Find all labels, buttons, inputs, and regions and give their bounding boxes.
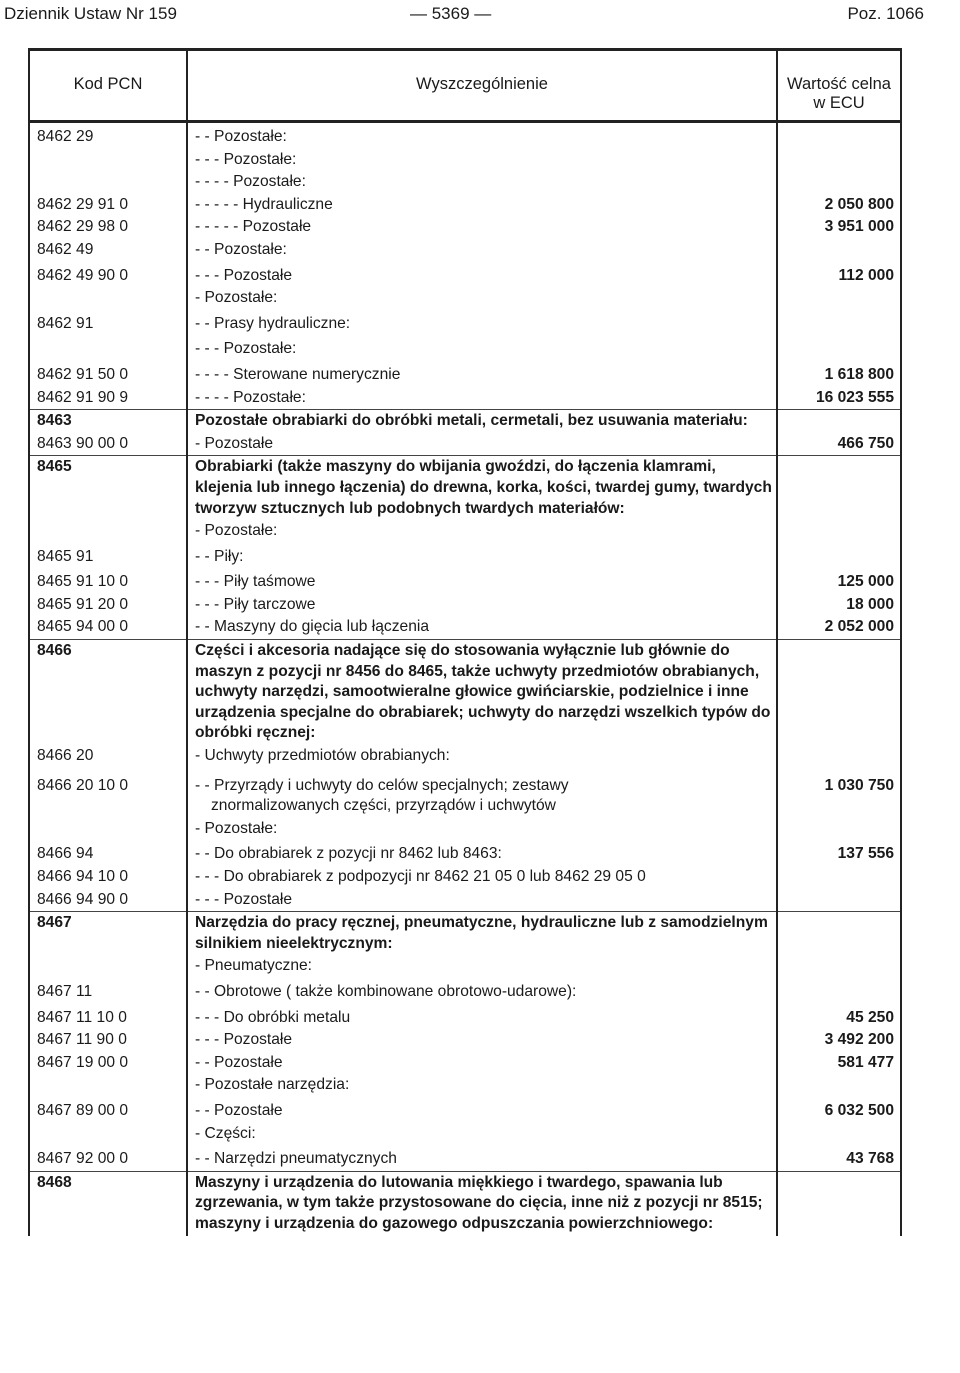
code-cell: 8466 94 90 0	[29, 889, 187, 912]
description-cell: - - Prasy hydrauliczne:	[187, 310, 777, 336]
code-cell: 8465	[29, 456, 187, 520]
value-cell	[777, 543, 901, 569]
code-cell: 8462 91 50 0	[29, 361, 187, 387]
description-cell: - - Maszyny do gięcia lub łączenia	[187, 616, 777, 639]
value-cell	[777, 866, 901, 889]
description-cell: - - - - - Hydrauliczne	[187, 194, 777, 217]
table-row	[29, 1145, 901, 1171]
value-cell	[777, 287, 901, 310]
description-cell: Maszyny i urządzenia do lutowania miękkiego i twardego, spawania lub zgrzewania, w tym także przystosowane do cięcia, inne niż z pozycji nr 8515; maszyny i urządzenia do gazowego odpuszczania powierzchniowego:	[187, 1171, 777, 1235]
value-cell: 3 492 200	[777, 1029, 901, 1052]
value-cell: 137 556	[777, 840, 901, 866]
code-cell	[29, 1074, 187, 1097]
value-cell	[777, 122, 901, 149]
description-cell: - Części:	[187, 1123, 777, 1146]
value-cell	[777, 456, 901, 520]
table-row	[29, 520, 901, 543]
value-cell: 1 618 800	[777, 361, 901, 387]
column-header-value: Wartość celna w ECU	[777, 50, 901, 122]
table-row	[29, 568, 901, 594]
description-cell: - - - - - Pozostałe	[187, 216, 777, 239]
value-cell	[777, 1123, 901, 1146]
value-cell: 43 768	[777, 1145, 901, 1171]
table-row	[29, 1171, 901, 1235]
table-row	[29, 361, 901, 387]
table-row	[29, 1123, 901, 1146]
value-cell: 581 477	[777, 1052, 901, 1075]
value-cell	[777, 889, 901, 912]
table-row	[29, 149, 901, 172]
table-row	[29, 335, 901, 361]
code-cell: 8467 92 00 0	[29, 1145, 187, 1171]
value-cell	[777, 978, 901, 1004]
table-row	[29, 1004, 901, 1030]
description-cell: - - - Pozostałe:	[187, 335, 777, 361]
value-cell	[777, 335, 901, 361]
code-cell	[29, 171, 187, 194]
value-cell	[777, 745, 901, 768]
table-row	[29, 889, 901, 912]
column-header-description: Wyszczególnienie	[187, 50, 777, 122]
description-line-continued: znormalizowanych części, przyrządów i uchwytów	[211, 797, 556, 815]
table-row	[29, 955, 901, 978]
value-cell: 2 052 000	[777, 616, 901, 639]
description-cell: Narzędzia do pracy ręcznej, pneumatyczne, hydrauliczne lub z samodzielnym silnikiem nieelektrycznym:	[187, 912, 777, 956]
table-row	[29, 1029, 901, 1052]
code-cell: 8467 89 00 0	[29, 1097, 187, 1123]
value-cell	[777, 912, 901, 956]
code-cell	[29, 149, 187, 172]
description-cell: - Pneumatyczne:	[187, 955, 777, 978]
description-cell: - - - - Pozostałe:	[187, 171, 777, 194]
value-cell: 1 030 750	[777, 768, 901, 818]
code-cell: 8468	[29, 1171, 187, 1235]
description-cell: - - Pozostałe	[187, 1097, 777, 1123]
value-cell: 6 032 500	[777, 1097, 901, 1123]
code-cell: 8462 49 90 0	[29, 262, 187, 288]
value-cell	[777, 520, 901, 543]
code-cell: 8467	[29, 912, 187, 956]
description-cell: - Pozostałe:	[187, 818, 777, 841]
code-cell: 8466 94 10 0	[29, 866, 187, 889]
table-header-row	[29, 50, 901, 122]
value-cell	[777, 149, 901, 172]
column-header-code: Kod PCN	[29, 50, 187, 122]
code-cell	[29, 520, 187, 543]
table-row	[29, 310, 901, 336]
value-cell: 18 000	[777, 594, 901, 617]
code-cell: 8462 91 90 9	[29, 387, 187, 410]
code-cell: 8467 11	[29, 978, 187, 1004]
code-cell: 8466 20 10 0	[29, 768, 187, 818]
value-cell: 125 000	[777, 568, 901, 594]
description-cell: - Pozostałe narzędzia:	[187, 1074, 777, 1097]
description-cell: Pozostałe obrabiarki do obróbki metali, cermetali, bez usuwania materiału:	[187, 410, 777, 433]
table-row	[29, 433, 901, 456]
value-cell	[777, 171, 901, 194]
value-cell	[777, 818, 901, 841]
table-row	[29, 1097, 901, 1123]
code-cell: 8462 29 91 0	[29, 194, 187, 217]
value-cell: 112 000	[777, 262, 901, 288]
code-cell: 8463 90 00 0	[29, 433, 187, 456]
description-cell: - - Obrotowe ( także kombinowane obrotowo-udarowe):	[187, 978, 777, 1004]
value-cell: 2 050 800	[777, 194, 901, 217]
code-cell	[29, 818, 187, 841]
description-cell: - - - Do obrabiarek z podpozycji nr 8462 21 05 0 lub 8462 29 05 0	[187, 866, 777, 889]
table-row	[29, 866, 901, 889]
table-row	[29, 616, 901, 639]
page-header	[0, 0, 960, 34]
value-cell	[777, 640, 901, 745]
table-row	[29, 1052, 901, 1075]
description-cell: - Uchwyty przedmiotów obrabianych:	[187, 745, 777, 768]
code-cell: 8465 94 00 0	[29, 616, 187, 639]
description-cell: - - - Pozostałe:	[187, 149, 777, 172]
description-cell: - - Narzędzi pneumatycznych	[187, 1145, 777, 1171]
code-cell: 8465 91 20 0	[29, 594, 187, 617]
table-row	[29, 239, 901, 262]
table-row	[29, 745, 901, 768]
table-row	[29, 216, 901, 239]
table-row	[29, 171, 901, 194]
code-cell: 8466 94	[29, 840, 187, 866]
code-cell: 8465 91	[29, 543, 187, 569]
table-row	[29, 912, 901, 956]
table-row	[29, 262, 901, 288]
code-cell: 8463	[29, 410, 187, 433]
description-cell: - - Piły:	[187, 543, 777, 569]
description-cell	[187, 768, 777, 818]
code-cell: 8462 29 98 0	[29, 216, 187, 239]
table-row	[29, 1074, 901, 1097]
table-row	[29, 840, 901, 866]
description-cell: - - - Do obróbki metalu	[187, 1004, 777, 1030]
code-cell	[29, 955, 187, 978]
value-cell: 16 023 555	[777, 387, 901, 410]
table-row	[29, 194, 901, 217]
table-row	[29, 122, 901, 149]
journal-title: Dziennik Ustaw Nr 159	[4, 4, 177, 23]
position-number: Poz. 1066	[847, 4, 924, 23]
value-cell	[777, 239, 901, 262]
table-row	[29, 818, 901, 841]
description-cell: - - - Pozostałe	[187, 262, 777, 288]
description-cell: - - Pozostałe	[187, 1052, 777, 1075]
table-row	[29, 978, 901, 1004]
code-cell: 8462 49	[29, 239, 187, 262]
table-row	[29, 768, 901, 818]
code-cell	[29, 287, 187, 310]
description-cell: - - - - Pozostałe:	[187, 387, 777, 410]
description-cell: - Pozostałe:	[187, 520, 777, 543]
description-cell: Obrabiarki (także maszyny do wbijania gwoździ, do łączenia klamrami, klejenia lub innego łączenia) do drewna, korka, kości, twardej gumy, twardych tworzyw sztucznych lub podobnych twardych materiałów:	[187, 456, 777, 520]
page-number: — 5369 —	[410, 4, 492, 23]
value-cell: 45 250	[777, 1004, 901, 1030]
description-cell: - - Do obrabiarek z pozycji nr 8462 lub 8463:	[187, 840, 777, 866]
value-cell	[777, 955, 901, 978]
table-row	[29, 456, 901, 520]
description-cell: - - - Pozostałe	[187, 889, 777, 912]
value-cell: 466 750	[777, 433, 901, 456]
code-cell: 8467 11 10 0	[29, 1004, 187, 1030]
value-cell	[777, 410, 901, 433]
code-cell: 8465 91 10 0	[29, 568, 187, 594]
code-cell: 8462 29	[29, 122, 187, 149]
value-cell	[777, 310, 901, 336]
value-cell	[777, 1171, 901, 1235]
description-cell: - - - - Sterowane numerycznie	[187, 361, 777, 387]
description-cell: - - - Piły tarczowe	[187, 594, 777, 617]
table-row	[29, 287, 901, 310]
code-cell: 8462 91	[29, 310, 187, 336]
description-cell: - - Pozostałe:	[187, 239, 777, 262]
description-cell: - Pozostałe	[187, 433, 777, 456]
description-cell: - - - Piły taśmowe	[187, 568, 777, 594]
code-cell: 8466	[29, 640, 187, 745]
description-cell: - - - Pozostałe	[187, 1029, 777, 1052]
table-row	[29, 387, 901, 410]
code-cell	[29, 335, 187, 361]
table-row	[29, 543, 901, 569]
code-cell: 8467 19 00 0	[29, 1052, 187, 1075]
code-cell: 8466 20	[29, 745, 187, 768]
value-cell: 3 951 000	[777, 216, 901, 239]
description-cell: - Pozostałe:	[187, 287, 777, 310]
table-row	[29, 594, 901, 617]
table-row	[29, 640, 901, 745]
value-cell	[777, 1074, 901, 1097]
code-cell: 8467 11 90 0	[29, 1029, 187, 1052]
table-row	[29, 410, 901, 433]
description-cell: - - Pozostałe:	[187, 122, 777, 149]
description-cell: Części i akcesoria nadające się do stosowania wyłącznie lub głównie do maszyn z pozycji nr 8456 do 8465, także uchwyty przedmiotów obrabianych, uchwyty narzędzi, samootwieralne głowice gwińciarskie, podzielnice i inne urządzenia specjalne do obrabiarek; uchwyty do narzędzi wszelkich typów do obróbki ręcznej:	[187, 640, 777, 745]
description-line: - - Przyrządy i uchwyty do celów specjalnych; zestawy	[195, 776, 569, 794]
tariff-table	[28, 48, 902, 1236]
code-cell	[29, 1123, 187, 1146]
